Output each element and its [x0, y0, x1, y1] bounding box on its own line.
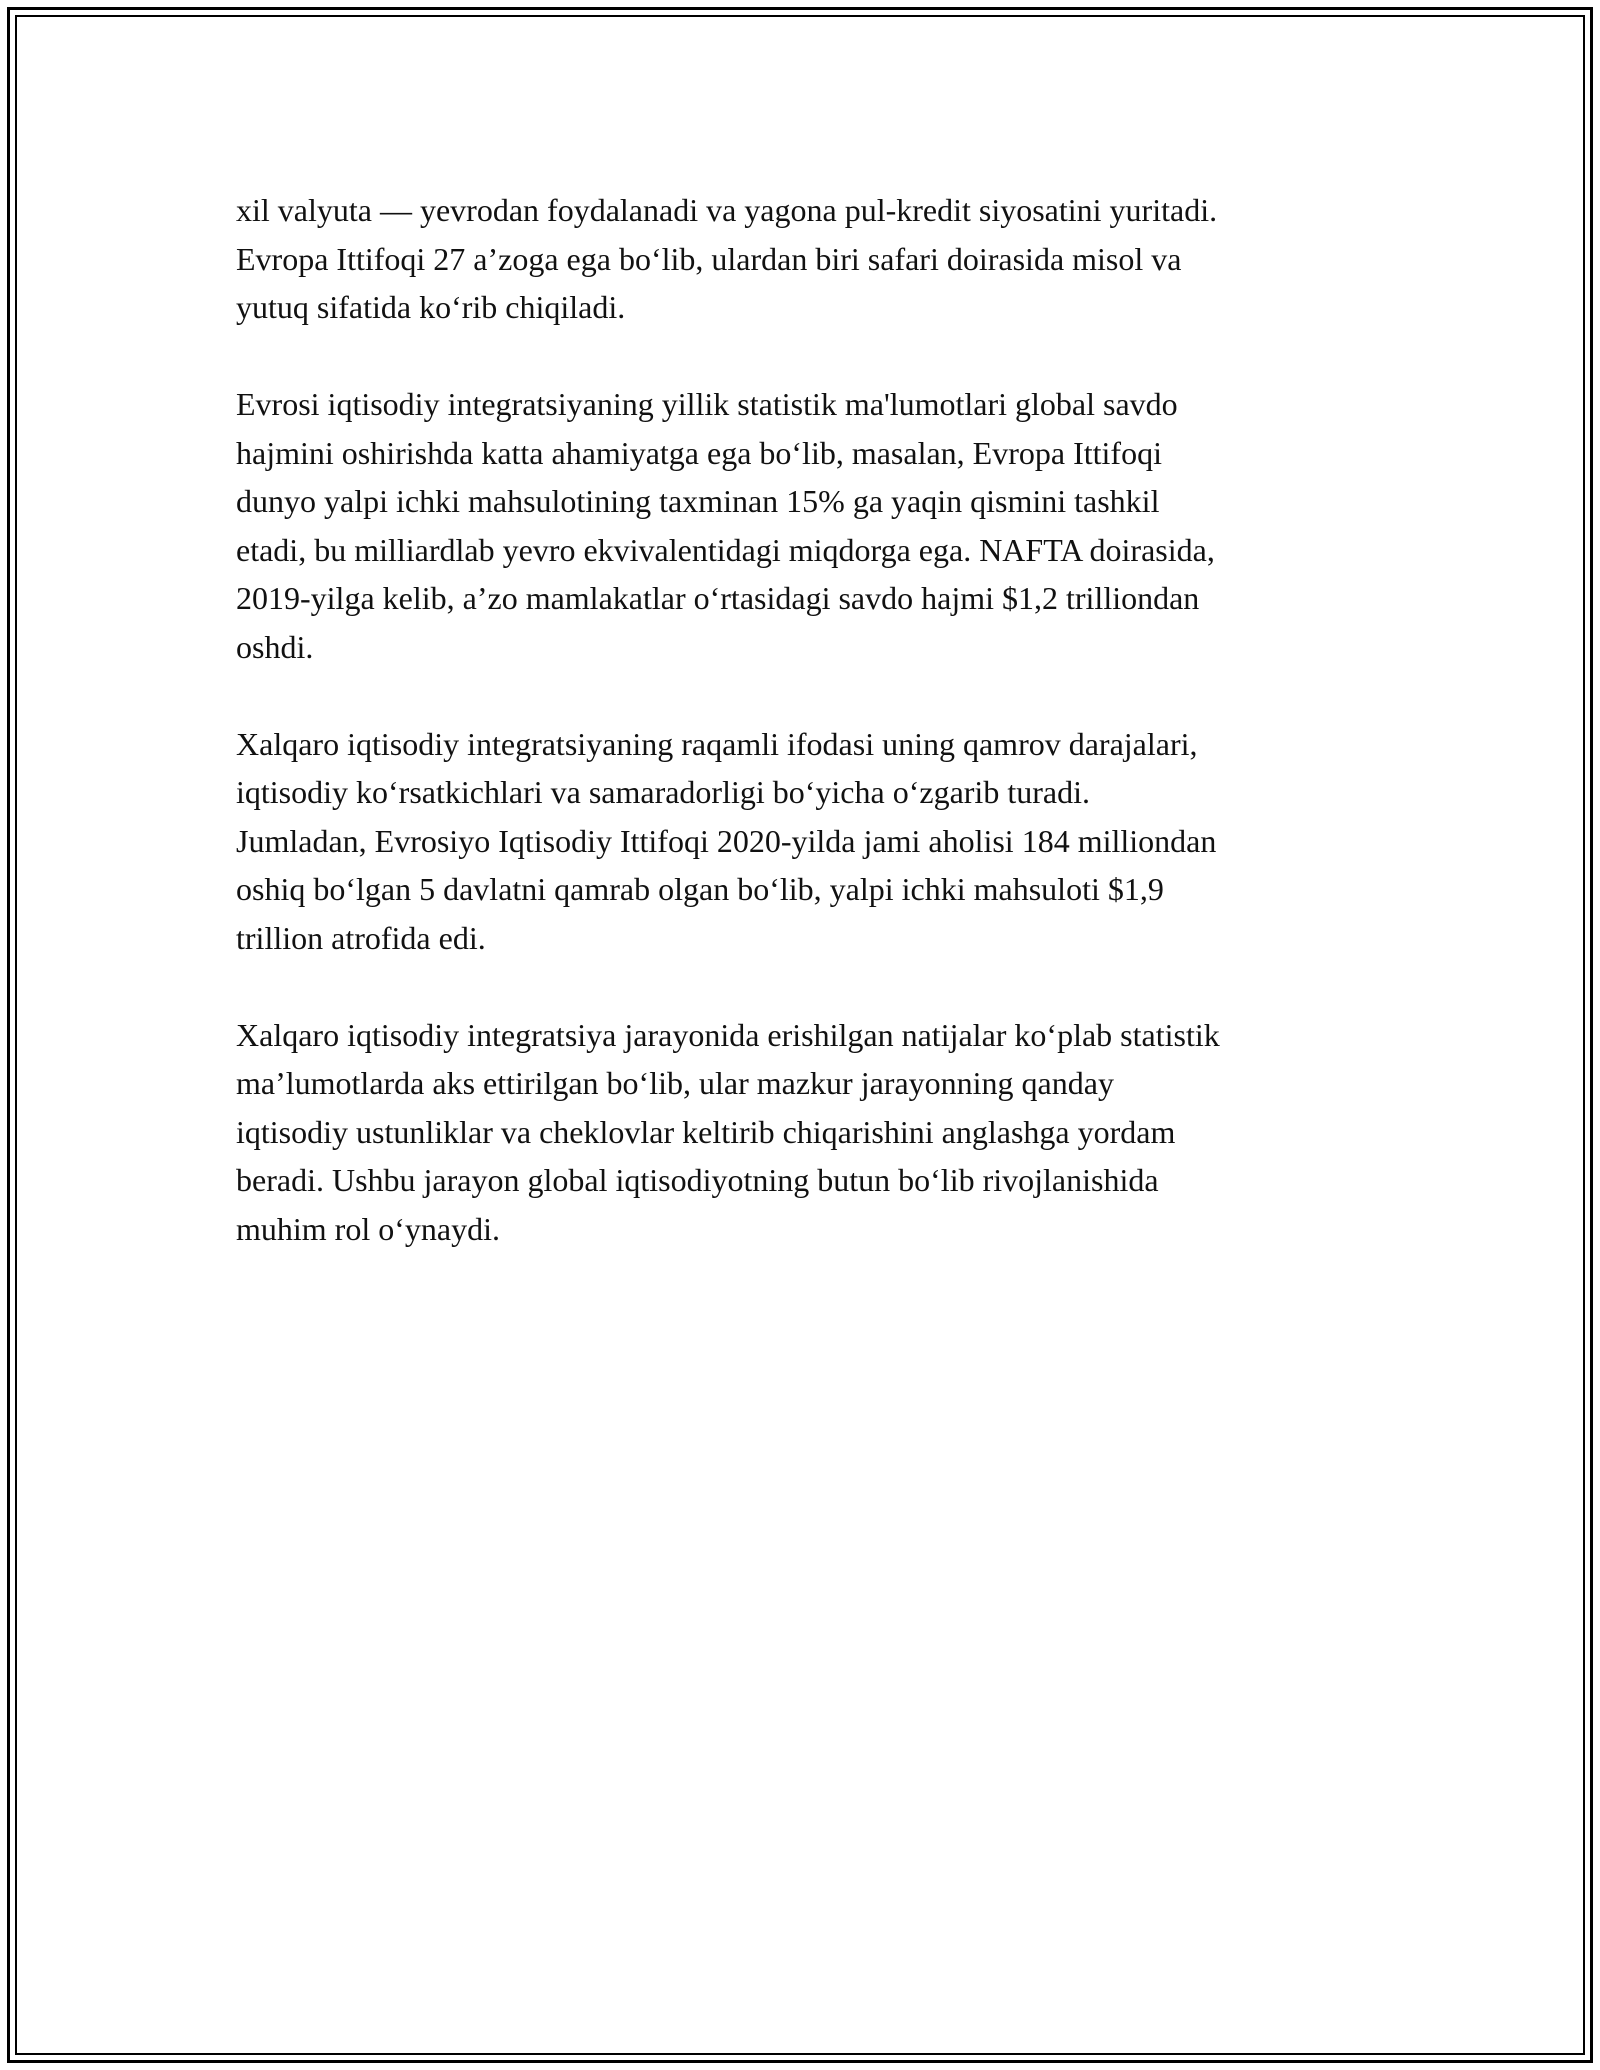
paragraph-3	[236, 720, 1376, 963]
text-line: Jumladan, Evrosiyo Iqtisodiy Ittifoqi 2020-yilda jami aholisi 184 milliondan	[236, 822, 1217, 859]
text-line: etadi, bu milliardlab yevro ekvivalentidagi miqdorga ega. NAFTA doirasida,	[236, 531, 1215, 568]
document-body	[236, 186, 1376, 1302]
text-line: dunyo yalpi ichki mahsulotining taxminan 15% ga yaqin qismini tashkil	[236, 483, 1160, 519]
text-line: muhim rol o‘ynaydi.	[236, 1210, 500, 1247]
text-line: oshdi.	[236, 628, 314, 665]
text-line: beradi. Ushbu jarayon global iqtisodiyotning butun bo‘lib rivojlanishida	[236, 1162, 1159, 1198]
text-line: iqtisodiy ko‘rsatkichlari va samaradorligi bo‘yicha o‘zgarib turadi.	[236, 774, 1090, 810]
text-line: Evropa Ittifoqi 27 a’zoga ega bo‘lib, ulardan biri safari doirasida misol va	[236, 240, 1182, 277]
text-line: trillion atrofida edi.	[236, 919, 486, 956]
paragraph-4	[236, 1011, 1376, 1254]
text-line: Xalqaro iqtisodiy integratsiyaning raqamli ifodasi uning qamrov darajalari,	[236, 725, 1198, 762]
paragraph-2	[236, 380, 1376, 671]
text-line: hajmini oshirishda katta ahamiyatga ega bo‘lib, masalan, Evropa Ittifoqi	[236, 434, 1162, 471]
text-line: Xalqaro iqtisodiy integratsiya jarayonida erishilgan natijalar ko‘plab statistik	[236, 1016, 1220, 1053]
text-line: 2019-yilga kelib, a’zo mamlakatlar o‘rtasidagi savdo hajmi $1,2 trilliondan	[236, 580, 1200, 616]
paragraph-1	[236, 186, 1376, 332]
text-line: ma’lumotlarda aks ettirilgan bo‘lib, ular mazkur jarayonning qanday	[236, 1065, 1114, 1101]
text-line: oshiq bo‘lgan 5 davlatni qamrab olgan bo‘lib, yalpi ichki mahsuloti $1,9	[236, 871, 1164, 907]
text-line: Evrosi iqtisodiy integratsiyaning yillik statistik ma'lumotlari global savdo	[236, 386, 1178, 422]
text-line: xil valyuta — yevrodan foydalanadi va yagona pul-kredit siyosatini yuritadi.	[236, 192, 1218, 228]
text-line: iqtisodiy ustunliklar va cheklovlar keltirib chiqarishini anglashga yordam	[236, 1113, 1176, 1150]
text-line: yutuq sifatida ko‘rib chiqiladi.	[236, 289, 626, 325]
